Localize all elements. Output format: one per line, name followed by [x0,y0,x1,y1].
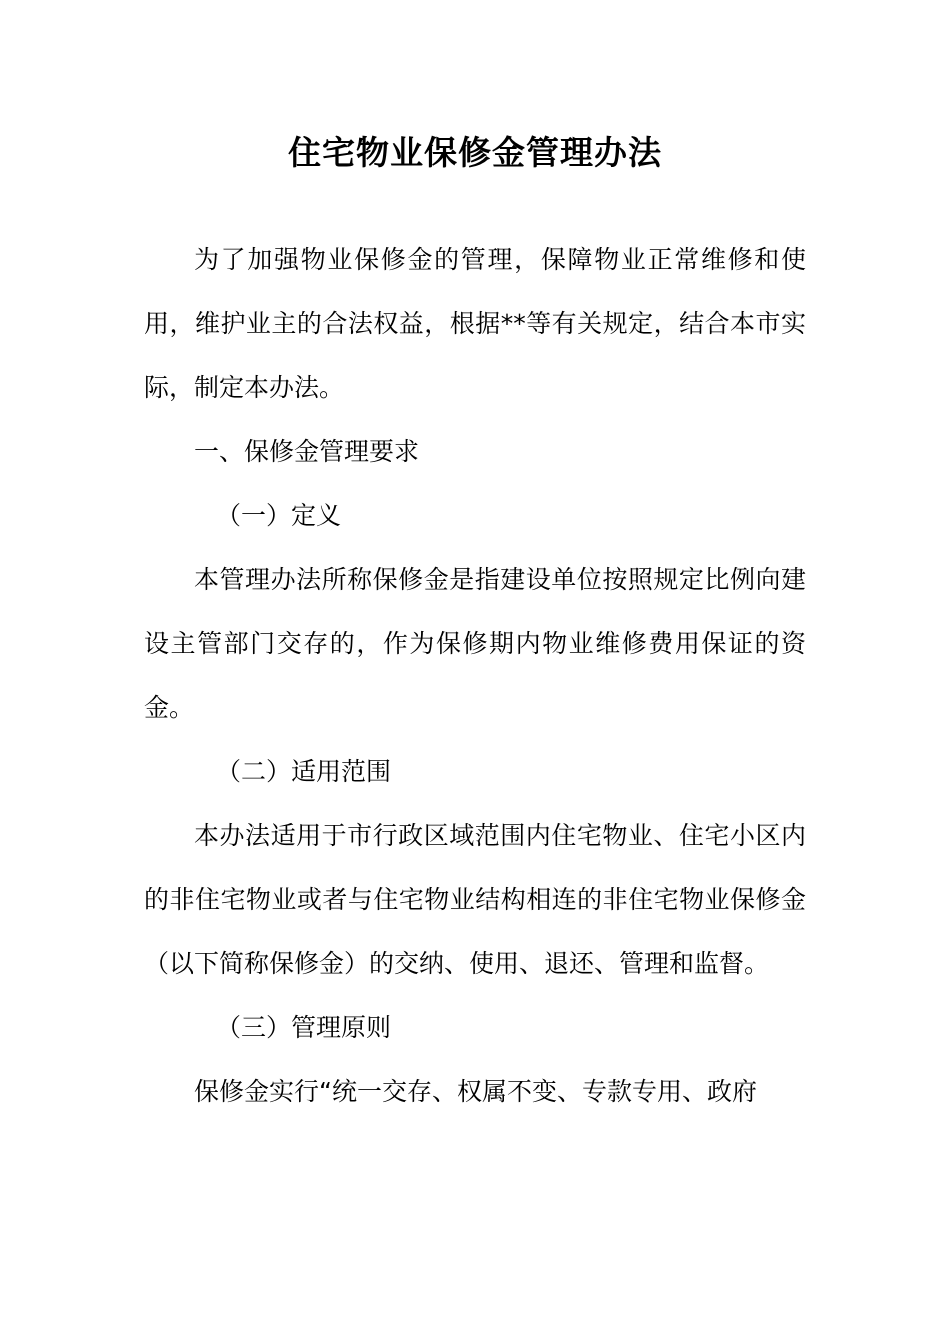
scope-paragraph: 本办法适用于市行政区域范围内住宅物业、住宅小区内的非住宅物业或者与住宅物业结构相连的非住宅物业保修金（以下简称保修金）的交纳、使用、退还、管理和监督。 [144,821,806,978]
intro-paragraph: 为了加强物业保修金的管理，保障物业正常维修和使用，维护业主的合法权益，根据**等有关规定，结合本市实际，制定本办法。 [144,245,806,402]
subsection-heading-definition: （一）定义 [216,501,342,530]
subsection-heading-principles: （三）管理原则 [216,1013,392,1042]
subsection-heading-scope: （二）适用范围 [216,757,392,786]
document-body [144,228,806,1124]
document-title: 住宅物业保修金管理办法 [288,133,662,172]
section-heading-management-requirements: 一、保修金管理要求 [194,437,420,466]
principles-paragraph: 保修金实行“统一交存、权属不变、专款专用、政府 [194,1077,757,1106]
definition-paragraph: 本管理办法所称保修金是指建设单位按照规定比例向建设主管部门交存的，作为保修期内物业维修费用保证的资金。 [144,565,806,722]
